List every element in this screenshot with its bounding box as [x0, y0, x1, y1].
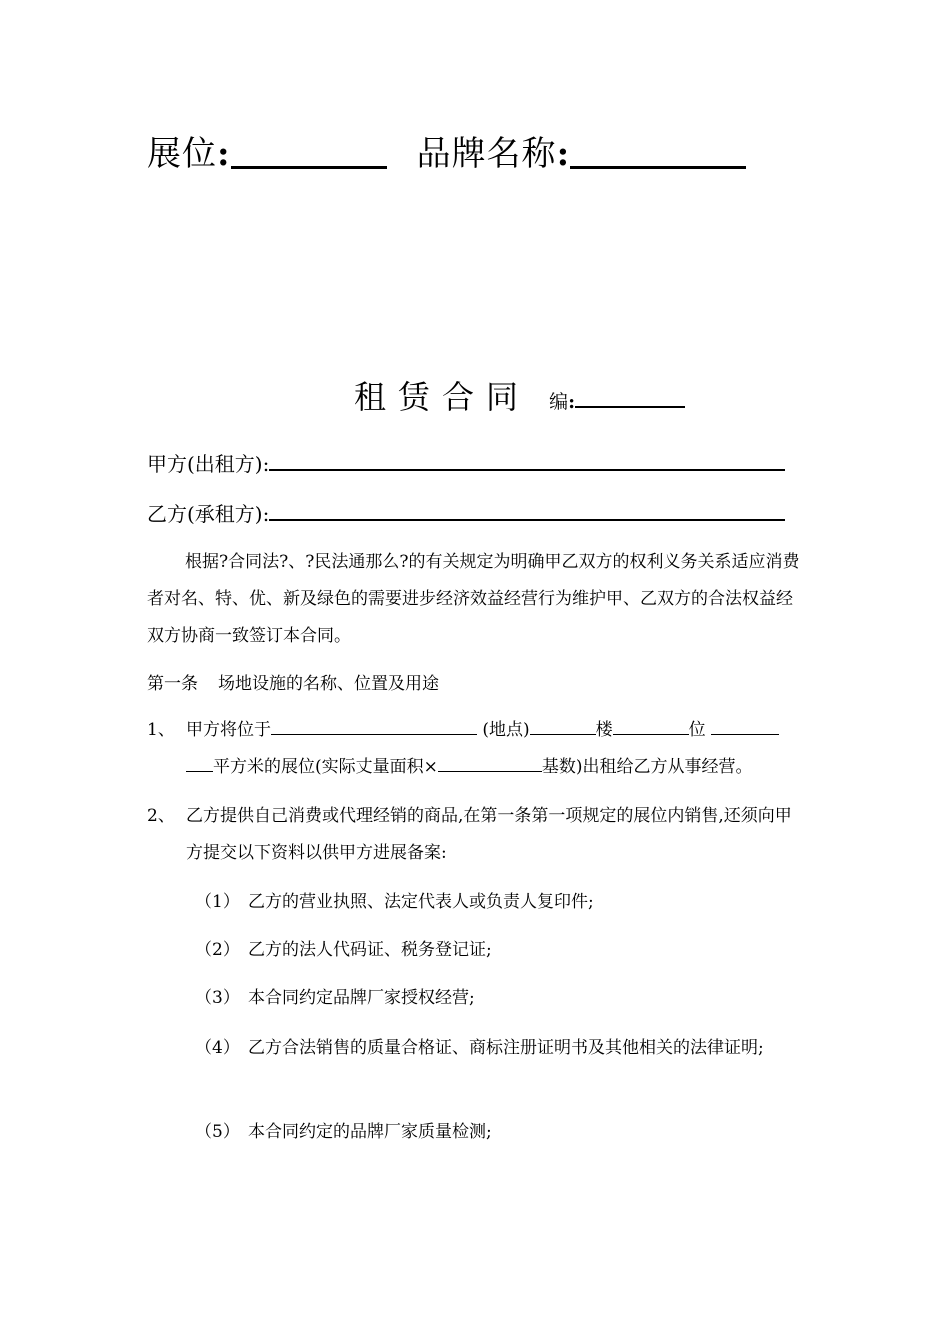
base-blank [438, 753, 542, 772]
party-a-label: 甲方(出租方): [147, 452, 270, 476]
party-b-line [147, 498, 785, 527]
floor-blank [530, 716, 596, 735]
clause-1-text-f: 基数)出租给乙方从事经营。 [541, 757, 753, 777]
contract-title: 租赁合同 [354, 378, 531, 416]
brand-label: 品牌名称 [416, 134, 557, 174]
sub-item-number: （3） [195, 988, 240, 1008]
position-blank [613, 716, 689, 735]
article-1-title: 场地设施的名称、位置及用途 [218, 674, 439, 694]
location-blank [271, 716, 477, 735]
intro-paragraph: 根据?合同法?、?民法通那么?的有关规定为明确甲乙双方的权利义务关系适应消费者对名、特、优、新及绿色的需要进步经济效益经营行为维护甲、乙双方的合法权益经双方协商一致签订本合同。 [147, 552, 800, 646]
booth-label: 展位 [147, 134, 217, 174]
clause-1-number: 1、 [147, 720, 175, 740]
clause-2-body: 乙方提供自己消费或代理经销的商品,在第一条第一项规定的展位内销售,还须向甲方提交以下资料以供甲方进展备案: [186, 806, 792, 863]
article-1-label: 第一条 [147, 674, 198, 694]
code-label-text: 编 [549, 391, 569, 413]
article-1-heading [147, 666, 802, 703]
sub-item-text: 本合同约定品牌厂家授权经营; [248, 988, 475, 1008]
booth-blank [231, 132, 387, 169]
clause-1-text-c: 楼 [595, 720, 613, 740]
clause-1-text-d: 位 [688, 720, 712, 740]
contract-code-label [549, 391, 685, 413]
code-colon: : [568, 391, 576, 413]
brand-blank [570, 132, 746, 169]
party-b-label: 乙方(承租方): [147, 502, 270, 526]
area-blank-b [186, 753, 213, 772]
booth-colon: : [217, 134, 231, 174]
clause-2-number: 2、 [147, 806, 175, 826]
code-blank [575, 386, 685, 408]
brand-colon: : [556, 134, 571, 174]
header-line [147, 126, 746, 175]
clause-1-text-b: (地点) [477, 720, 530, 740]
area-blank-a [711, 716, 779, 735]
sub-item-number: （5） [195, 1122, 240, 1142]
clause-1-body [186, 712, 806, 786]
sub-item-text: 乙方合法销售的质量合格证、商标注册证明书及其他相关的法律证明; [248, 1038, 764, 1058]
contract-title-row [354, 372, 685, 418]
party-a-blank [269, 449, 785, 471]
sub-item-text: 乙方的法人代码证、税务登记证; [248, 940, 492, 960]
sub-item-number: （2） [195, 940, 240, 960]
clause-1-text-a: 甲方将位于 [186, 720, 271, 740]
clause-1-text-e: 平方米的展位(实际丈量面积× [213, 757, 438, 777]
sub-item-number: （4） [195, 1038, 240, 1058]
party-b-blank [269, 499, 785, 521]
sub-item-text: 本合同约定的品牌厂家质量检测; [248, 1122, 492, 1142]
party-a-line [147, 448, 785, 477]
sub-item-text: 乙方的营业执照、法定代表人或负责人复印件; [248, 892, 594, 912]
sub-item-number: （1） [195, 892, 240, 912]
